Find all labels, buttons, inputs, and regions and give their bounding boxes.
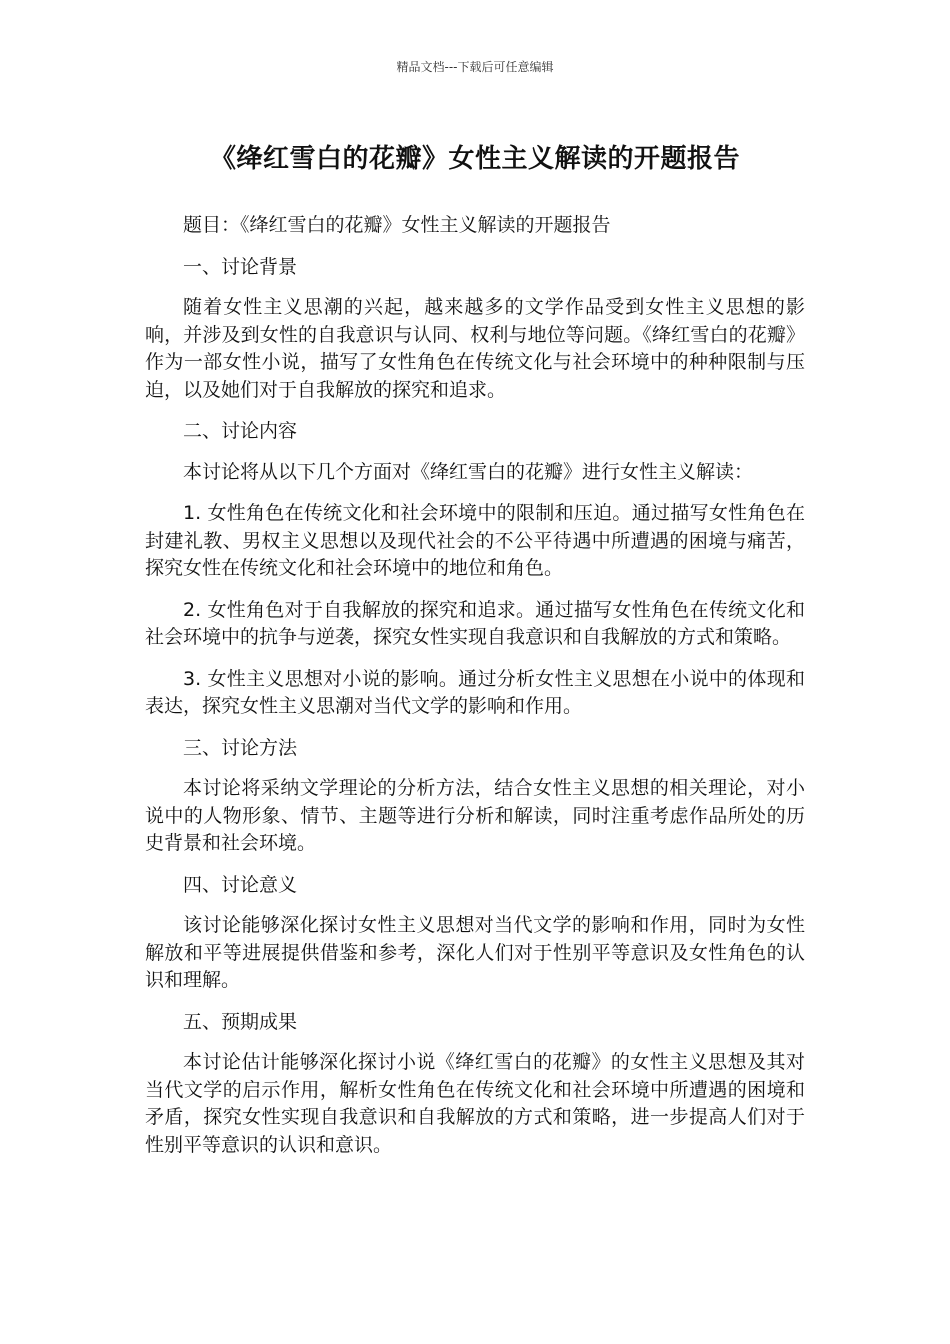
paragraph-method: 本讨论将采纳文学理论的分析方法，结合女性主义思想的相关理论，对小说中的人物形象、情节、主题等进行分析和解读，同时注重考虑作品所处的历史背景和社会环境。: [145, 777, 805, 854]
paragraph-content-item-1: 1. 女性角色在传统文化和社会环境中的限制和压迫。通过描写女性角色在封建礼教、男权主义思想以及现代社会的不公平待遇中所遭遇的困境与痛苦，探究女性在传统文化和社会环境中的地位和角色。: [145, 502, 805, 579]
paragraph-content-item-3: 3. 女性主义思想对小说的影响。通过分析女性主义思想在小说中的体现和表达，探究女性主义思潮对当代文学的影响和作用。: [145, 667, 805, 717]
paragraph-expected-results: 本讨论估计能够深化探讨小说《绛红雪白的花瓣》的女性主义思想及其对当代文学的启示作用，解析女性角色在传统文化和社会环境中所遭遇的困境和矛盾，探究女性实现自我意识和自我解放的方式和策略，进一步提高人们对于性别平等意识的认识和意识。: [145, 1051, 805, 1156]
page-header: 精品文档---下载后可任意编辑: [396, 60, 554, 74]
section-heading-expected-results: 五、预期成果: [183, 1010, 298, 1033]
paragraph-significance: 该讨论能够深化探讨女性主义思想对当代文学的影响和作用，同时为女性解放和平等进展提供借鉴和参考，深化人们对于性别平等意识及女性角色的认识和理解。: [145, 914, 805, 991]
document-body: [145, 212, 805, 1173]
document-title: 《绛红雪白的花瓣》女性主义解读的开题报告: [209, 144, 740, 174]
section-heading-significance: 四、讨论意义: [183, 873, 298, 896]
paragraph-content-intro: 本讨论将从以下几个方面对《绛红雪白的花瓣》进行女性主义解读：: [183, 460, 754, 483]
paragraph-background: 随着女性主义思潮的兴起，越来越多的文学作品受到女性主义思想的影响，并涉及到女性的自我意识与认同、权利与地位等问题。《绛红雪白的花瓣》作为一部女性小说，描写了女性角色在传统文化与社会环境中的种种限制与压迫，以及她们对于自我解放的探究和追求。: [145, 296, 805, 401]
section-heading-content: 二、讨论内容: [183, 420, 298, 442]
subject-line: 题目：《绛红雪白的花瓣》女性主义解读的开题报告: [183, 214, 611, 236]
paragraph-content-item-2: 2. 女性角色对于自我解放的探究和追求。通过描写女性角色在传统文化和社会环境中的抗争与逆袭，探究女性实现自我意识和自我解放的方式和策略。: [145, 598, 805, 648]
section-heading-method: 三、讨论方法: [183, 736, 298, 759]
section-heading-background: 一、讨论背景: [183, 255, 298, 278]
